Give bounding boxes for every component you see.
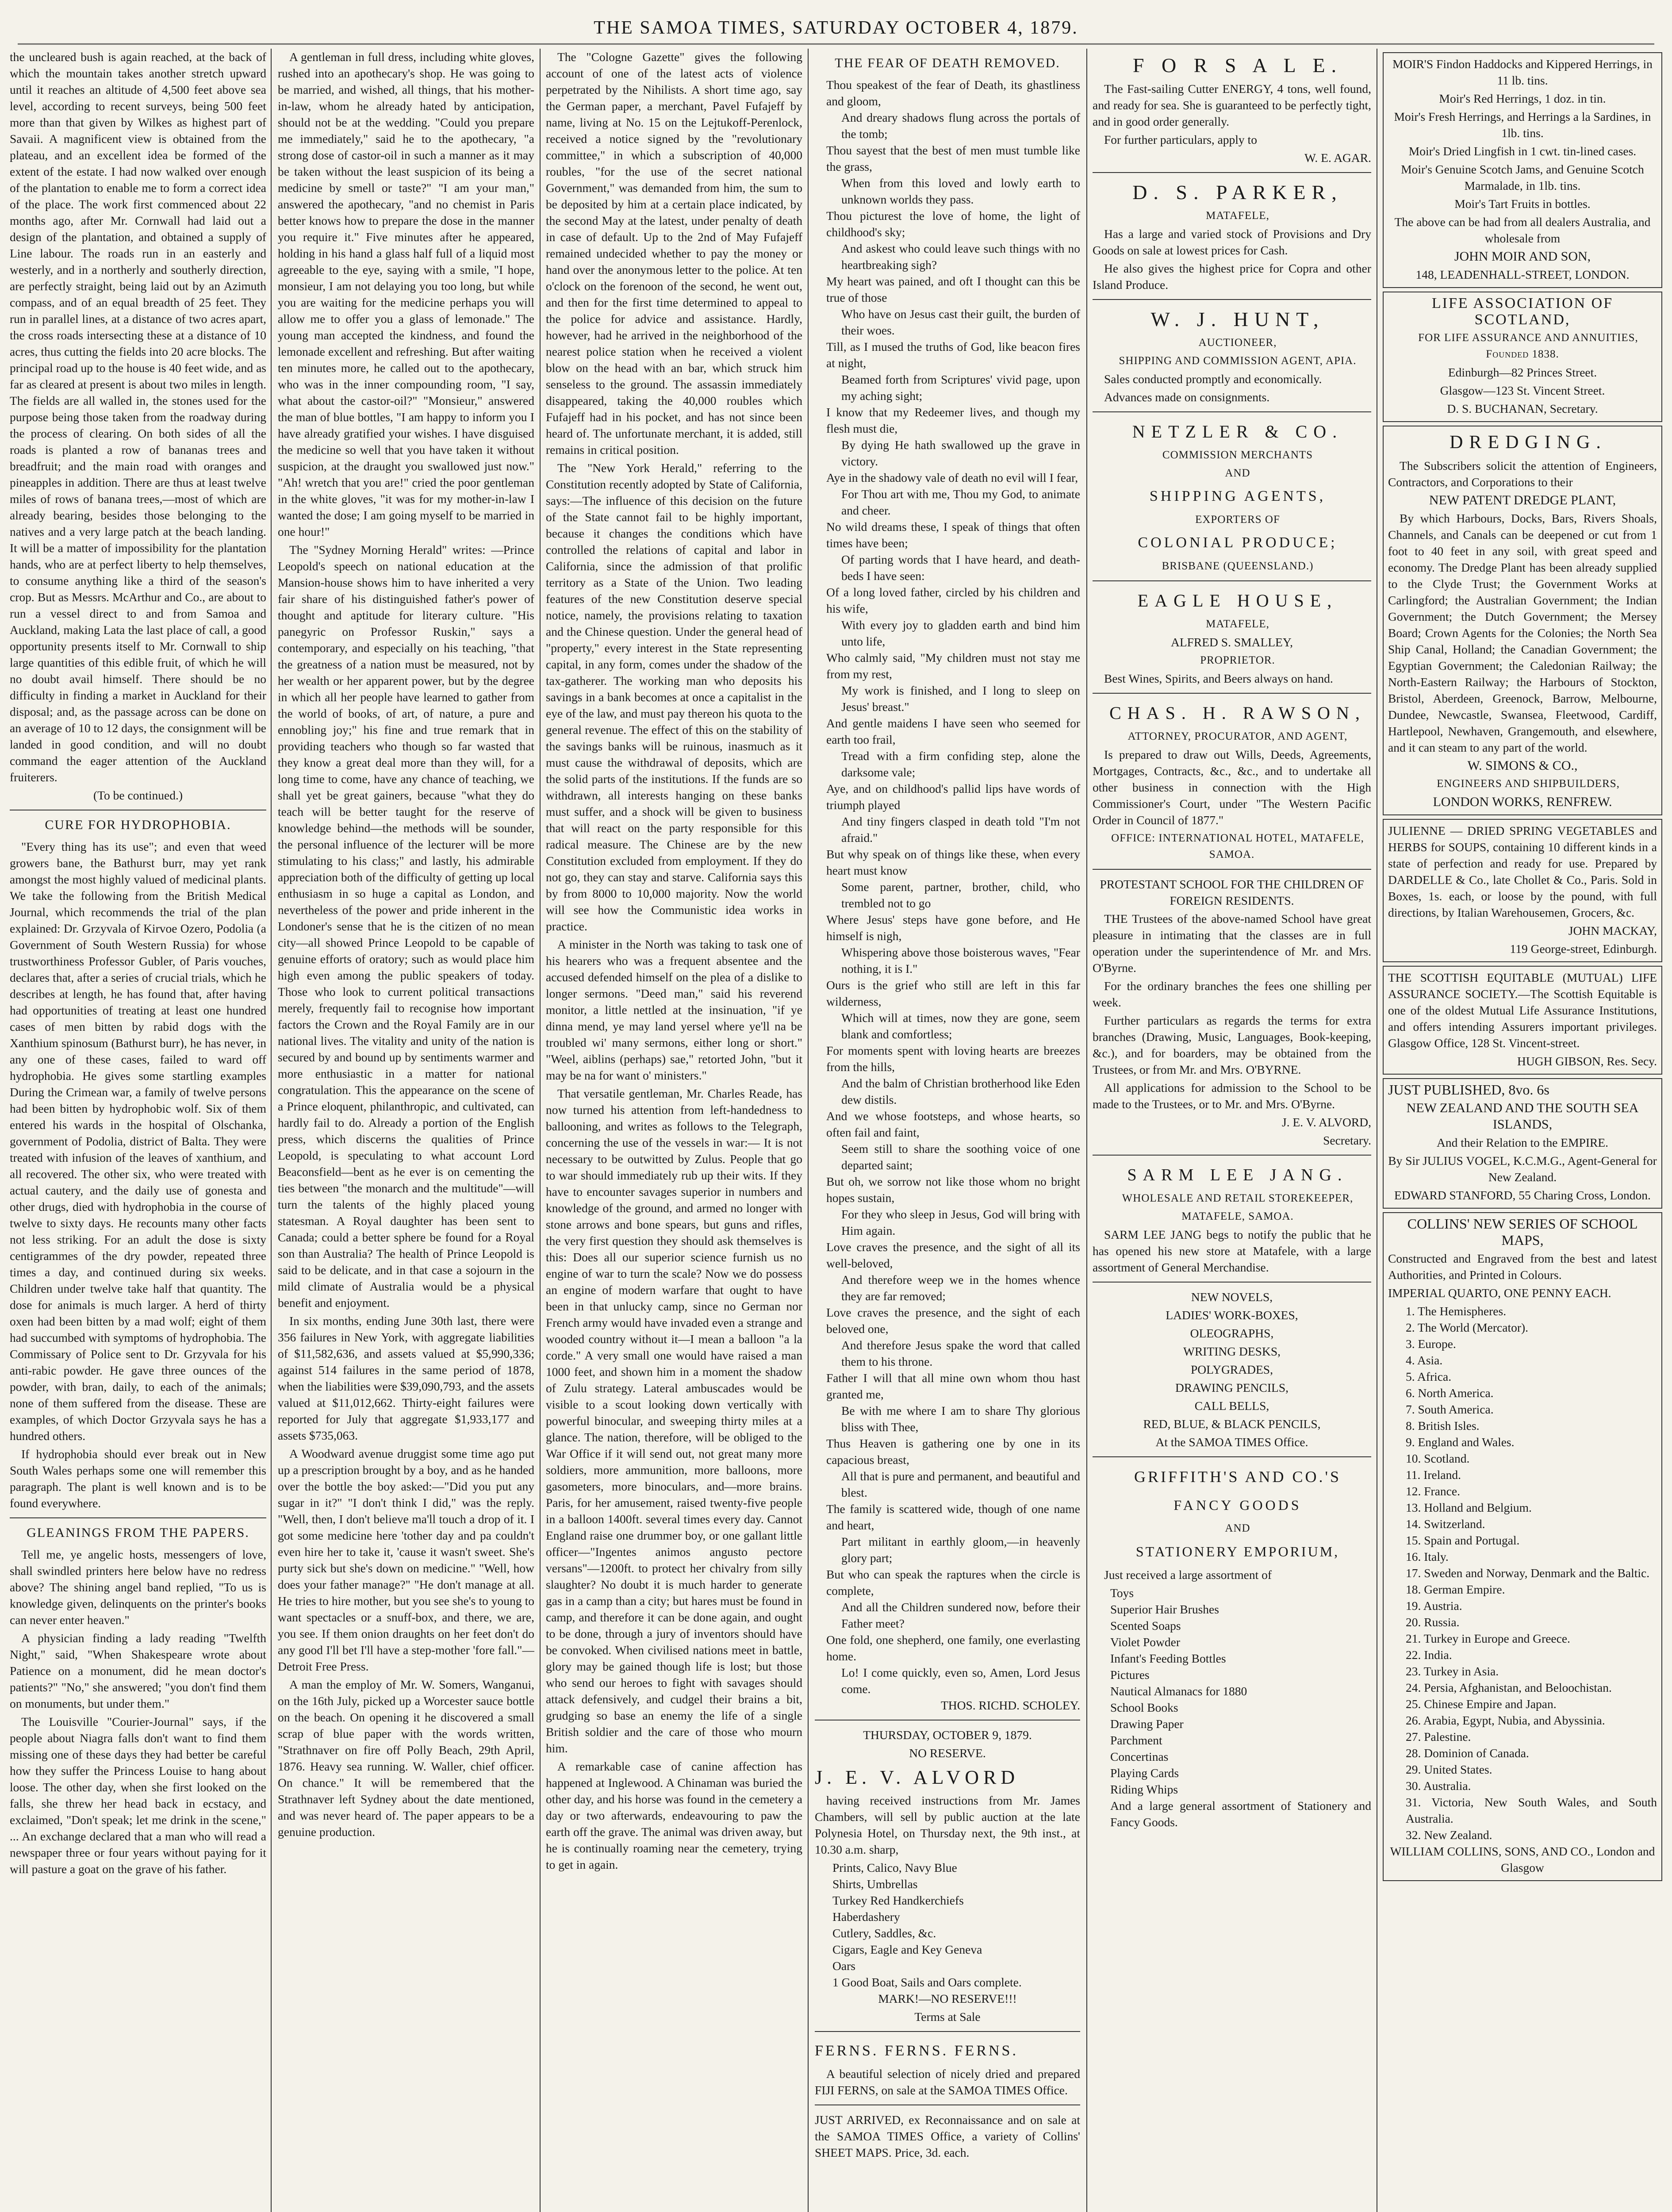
netzler-and: AND [1225,467,1250,479]
divider [1093,1282,1371,1283]
divider [1093,1456,1371,1457]
article-hydrophobia-text: "Every thing has its use"; and even that weed growers bane, the Bathurst burr, may yet rank amongst the most highly valued of medicinal plants. We take the following from the British Medical Journal, which recommends the trial of the plan explained: Dr. Grzyvala of Kirvoe Ozero, Podolia (a Government of South Western Russia) for whose trustworthiness Professor Gubler, of Paris vouches, declares that, after a series of crucial trials, which he describes at length, he has found that, after having had opportunities of treating at least one hundred cases of men bitten by rabid dogs with the Xanthium spinosum (Bathurst burr), he has never, in any one of these cases, failed to ward off hydrophobia. He gives some startling examples During the Crimean war, a family of twelve persons had been bitten by hydrophobic wolf. Six of them entered his wards in the hospital of Olschanka, government of Podolia, district of Balta. They were treated with infusion of the leaves of xanthium, and all recovered. The other six, who were treated with actual cautery, and the daily use of gonesta and other drugs, died with hydrophobia in the course of twelve to sixty days. He recounts many other facts not less striking. For an adult the dose is sixty centigrammes of the dry powder, repeated three times a day, and continued during six weeks. Children under twelve take half that quantity. The dose for animals is much larger. A herd of thirty oxen had been bitten by a mad wolf; eight of them had succumbed with symptoms of hydrophobia. The Commissary of Police sent to Dr. Grzyvala for his anti-rabic powder. He gave three ounces of the powder, with bran, daily, to each of the animals; none of them suffered from the disease. These are examples, of which Doctor Grzyvala says he has a hundred others. [10,840,266,1443]
published-by: By Sir JULIUS VOGEL, K.C.M.G., Agent-General for New Zealand. [1388,1154,1657,1184]
eagle-body: Best Wines, Spirits, and Beers always on hand. [1104,672,1333,685]
poem-line: Of parting words that I have heard, and death-beds I have seen: [841,553,1080,583]
collins-map-item: 28. Dominion of Canada. [1406,1746,1529,1760]
auction-item: Cigars, Eagle and Key Geneva [832,1943,982,1956]
dredging-text: The Subscribers solicit the attention of Engineers, Contractors, and Corporations to their [1388,459,1657,489]
moir-item: Moir's Red Herrings, 1 doz. in tin. [1439,92,1606,105]
poem-line: And gentle maidens I have seen who seemed for earth too frail, [826,716,1080,746]
divider [1093,869,1371,870]
simons-address: LONDON WORKS, RENFREW. [1433,795,1612,809]
collins-map-item: 15. Spain and Portugal. [1406,1533,1520,1547]
netzler-exporters: EXPORTERS OF [1195,514,1280,526]
school-signature-title: Secretary. [1323,1133,1371,1147]
poem-line: Seem still to share the soothing voice of one departed saint; [841,1142,1080,1172]
collins-map-item: 29. United States. [1406,1763,1492,1776]
auction-item: Oars [832,1959,855,1973]
poem-line: And therefore weep we in the homes whence they are far removed; [841,1273,1080,1303]
novels-item: OLEOGRAPHS, [1190,1326,1274,1340]
griffith-fancy: FANCY GOODS [1173,1497,1302,1513]
auction-ad [815,1765,1080,2025]
life-signature: D. S. BUCHANAN, Secretary. [1447,402,1598,415]
griffith-item: Riding Whips [1110,1782,1178,1796]
poem-line: Part militant in earthly gloom,—in heavenly glory part; [841,1535,1080,1565]
poem-line: Be with me where I am to share Thy glorious bliss with Thee, [841,1404,1080,1434]
poem-title: THE FEAR OF DEATH REMOVED. [835,56,1060,70]
ferns-head: FERNS. FERNS. FERNS. [815,2043,1018,2059]
hunt-sub: SHIPPING AND COMMISSION AGENT, APIA. [1119,355,1357,367]
poem-line: Thou speakest of the fear of Death, its ghastliness and gloom, [826,78,1080,108]
hunt-body: Advances made on consignments. [1104,390,1270,404]
school-text: THE Trustees of the above-named School have great pleasure in intimating that the classes are in full operation under the superintendence of Mr. and Mrs. O'Byrne. [1093,912,1371,975]
rawson-head: CHAS. H. RAWSON, [1109,703,1366,723]
collins-map-item: 23. Turkey in Asia. [1406,1664,1499,1678]
auction-item: Prints, Calico, Navy Blue [832,1861,957,1874]
poem-line: One fold, one shepherd, one family, one everlasting home. [826,1633,1080,1663]
novels-item: DRAWING PENCILS, [1175,1381,1289,1394]
poem-line: And askest who could leave such things with no heartbreaking sigh? [841,242,1080,272]
eagle-house-ad [1093,588,1371,687]
school-signature: J. E. V. ALVORD, [1282,1115,1371,1129]
eagle-head: EAGLE HOUSE, [1137,591,1338,611]
parker-head: D. S. PARKER, [1132,181,1343,204]
column-rule [808,49,809,2212]
gleaning-item: A man the employ of Mr. W. Somers, Wanganui, on the 16th July, picked up a Worcester sauce bottle on the beach. On opening it he discovered a small scrap of blue paper with the words written, "Strathnaver on fire off Polly Beach, 29th April, 1876. Heavy sea running. W. Waller, chief officer. On chance." It will be remembered that the Strathnaver left Sydney about the date mentioned, and was never heard of. The paper appears to be a genuine production. [278,1678,534,1839]
sarm-body: SARM LEE JANG begs to notify the public that he has opened his new store at Matafele, with a large assortment of General Merchandise. [1093,1228,1371,1274]
gleaning-item: Tell me, ye angelic hosts, messengers of love, shall swindled printers here below have no redress above? The shining angel band replied, "To us is knowledge given, delinquents on the printer's books can never enter heaven." [10,1548,266,1627]
parker-ad [1093,179,1371,293]
auction-item: Haberdashery [832,1910,900,1924]
griffith-item: And a large general assortment of Stationery and Fancy Goods. [1110,1799,1371,1829]
headline-gleanings: GLEANINGS FROM THE PAPERS. [27,1525,249,1540]
divider [1093,580,1371,581]
griffith-item: Superior Hair Brushes [1110,1602,1219,1616]
collins-map-item: 24. Persia, Afghanistan, and Beloochistan. [1406,1681,1612,1694]
netzler-shipping: SHIPPING AGENTS, [1149,488,1326,504]
griffith-stationery: STATIONERY EMPORIUM, [1135,1544,1340,1559]
dredging-head: DREDGING. [1450,432,1607,453]
parker-body: Has a large and varied stock of Provisions and Dry Goods on sale at lowest prices for Cash. [1093,227,1371,257]
published-title: NEW ZEALAND AND THE SOUTH SEA ISLANDS, [1406,1101,1639,1132]
poem-line: The family is scattered wide, though of one name and heart, [826,1502,1080,1532]
moir-item: Moir's Fresh Herrings, and Herrings a la Sardines, in 1lb. tins. [1394,110,1651,140]
collins-map-item: 10. Scotland. [1406,1452,1470,1465]
auction-items [815,1859,1080,1990]
griffith-head: GRIFFITH'S AND CO.'S [1134,1468,1342,1486]
rawson-sub: ATTORNEY, PROCURATOR, AND AGENT, [1127,730,1348,742]
hunt-sub: AUCTIONEER, [1198,337,1277,349]
netzler-sub: COMMISSION MERCHANTS [1162,449,1313,461]
collins-map-item: 3. Europe. [1406,1337,1456,1351]
for-sale-apply: For further particulars, apply to [1104,133,1257,146]
poem-line: By dying He hath swallowed up the grave in victory. [841,438,1080,468]
auction-item: Shirts, Umbrellas [832,1877,918,1891]
poem-line: When from this loved and lowly earth to unknown worlds they pass. [841,176,1080,206]
parker-body: He also gives the highest price for Copra and other Island Produce. [1093,261,1371,292]
poem-line: And therefore Jesus spake the word that called them to his throne. [841,1338,1080,1368]
column-rule [540,49,541,2212]
poem-line: Thus Heaven is gathering one by one in its capacious breast, [826,1436,1080,1467]
collins-map-item: 18. German Empire. [1406,1582,1505,1596]
julienne-signature: JOHN MACKAY, [1568,924,1657,937]
life-association-ad [1383,292,1662,422]
life-address: Glasgow—123 St. Vincent Street. [1440,384,1605,397]
poem-author: THOS. RICHD. SCHOLEY. [940,1698,1080,1712]
collins-publisher: WILLIAM COLLINS, SONS, AND CO., London and Glasgow [1390,1844,1655,1874]
griffith-item: Violet Powder [1110,1635,1180,1649]
poem-line: But who can speak the raptures when the circle is complete, [826,1567,1080,1598]
moir-items [1388,56,1657,212]
published-sub: And their Relation to the EMPIRE. [1436,1136,1608,1149]
sarm-head: SARM LEE JANG. [1127,1166,1348,1184]
rawson-ad [1093,700,1371,863]
gleaning-item: The "Cologne Gazette" gives the following account of one of the latest acts of violence perpetrated by the Nihilists. A short time ago, say the German paper, a merchant, Pavel Fufajeff by name, living at No. 15 on the Lejtukoff-Perenlock, received a notice signed by the "revolutionary committee," in which a subscription of 40,000 roubles, "for the use of the secret national Government," was demanded from him, the sum to be deposited by him at a certain place indicated, by the second May at the latest, under penalty of death in case of default. Up to the 2nd of May Fufajeff remained undecided whether to pay the money or hand over the anonymous letter to the police. At ten o'clock on the forenoon of the second, he went out, and then for the first time determined to appeal to the police for advice and assistance. Hardly, however, had he arrived in the neighborhood of the nearest police station when he received a violent blow on the head with an bar, which struck him senseless to the ground. The assassin immediately disappeared, taking the 40,000 roubles which Fufajeff had in his pocket, and has not since been heard of. The unfortunate merchant, it is added, still remains in critical position. [546,50,802,457]
griffith-and: AND [1225,1522,1250,1534]
griffith-items [1093,1585,1371,1830]
netzler-ad [1093,419,1371,574]
griffith-item: Concertinas [1110,1750,1169,1763]
auction-item: 1 Good Boat, Sails and Oars complete. [832,1975,1022,1989]
collins-map-item: 22. India. [1406,1648,1452,1662]
collins-map-item: 14. Switzerland. [1406,1517,1485,1531]
poem-line: For they who sleep in Jesus, God will bring with Him again. [841,1207,1080,1237]
column-6 [1383,49,1662,2212]
gleaning-item: The "Sydney Morning Herald" writes: —Prince Leopold's speech on national education at the Mansion-house shows him to have inherited a very fair share of his distinguished father's power of thought and aptitude for literary culture. "His panegyric on Professor Ruskin," says a contemporary, and especially on his teaching, "that the greatness of a nation must be measured, not by her wealth or her apparent power, but by the degree in which all her people have learned to gather from the world of books, of art, of nature, a pure and ennobling joy;" his fine and true remark that in providing teachers who though so far wasted that they know a great deal more than they will, for a long time to come, have any chance of teaching, we shall yet be great gainers, because "what they do teach will be better taught for the reserve of knowledge behind—the methods will be sounder, the personal influence of the lecturer will be more stimulating to his class;" and lastly, his admirable appreciation both of the difficulty of getting up local enthusiasm in so huge a capital as London, and nevertheless of the power and pride inherent in the Londoner's sense that he is the citizen of no mean city—all showed Prince Leopold to be capable of genuine efforts of oratory; such as would place him high even among the public speakers of today. Those who look to current political transactions merely, frequently fail to recognise how important factors the Crown and the Royal Family are in our national lives. The vitality and unity of the nation is secured by and bound up by sentiments warmer and more enthusiastic in a matter for national congratulation. This the appearance on the scene of a Prince eloquent, philanthropic, and cultivated, can hardly fail to do. Already a portion of the English press, which discerns the qualities of Prince Leopold, is speculating to what account Lord Beaconsfield—bent as he ever is on cementing the ties between "the monarch and the multitude"—will turn the talents of the highly placed young statesman. A Royal daughter has been sent to Canada; could a better sphere be found for a Royal son than Australia? The health of Prince Leopold is said to be delicate, and in that case a sojourn in the mild climate of Australia would be a physical benefit and enjoyment. [278,543,534,1310]
moir-item: Moir's Dried Lingfish in 1 cwt. tin-lined cases. [1408,144,1637,158]
poem-line: And tiny fingers clasped in death told "I'm not afraid." [841,814,1080,845]
divider [1093,693,1371,694]
griffith-item: Pictures [1110,1668,1150,1682]
for-sale-ad [1093,52,1371,166]
poem-line: With every joy to gladden earth and bind him unto life, [841,618,1080,648]
continued-note: (To be continued.) [93,788,183,802]
divider [815,2031,1080,2032]
poem-line: No wild dreams these, I speak of things that often times have been; [826,520,1080,550]
column-rule [1086,49,1087,2212]
julienne-ad [1383,819,1662,962]
griffith-item: Infant's Feeding Bottles [1110,1651,1226,1665]
divider [10,1517,266,1518]
moir-item: Moir's Genuine Scotch Jams, and Genuine Scotch Marmalade, in 1lb. tins. [1401,162,1644,192]
column-rule [271,49,272,2212]
collins-head: COLLINS' NEW SERIES OF SCHOOL MAPS, [1407,1216,1638,1248]
published-publisher: EDWARD STANFORD, 55 Charing Cross, London. [1394,1188,1651,1202]
collins-map-item: 6. North America. [1406,1386,1494,1400]
collins-map-item: 19. Austria. [1406,1599,1462,1613]
poem-line: Who have on Jesus cast their guilt, the burden of their woes. [841,307,1080,337]
poem-line: For Thou art with me, Thou my God, to animate and cheer. [841,487,1080,517]
eagle-place: MATAFELE, [1206,618,1269,630]
poem-line: Aye in the shadowy vale of death no evil will I fear, [826,471,1078,484]
auction-no-reserve: NO RESERVE. [909,1746,986,1760]
poem-line: Beamed forth from Scriptures' vivid page, upon my aching sight; [841,373,1080,403]
collins-map-item: 21. Turkey in Europe and Greece. [1406,1632,1570,1645]
netzler-brisbane: BRISBANE (QUEENSLAND.) [1162,560,1314,572]
simons-name: W. SIMONS & CO., [1467,758,1578,773]
novels-list [1093,1289,1371,1432]
headline-hydrophobia: CURE FOR HYDROPHOBIA. [45,818,231,832]
poem-line: Aye, and on childhood's pallid lips have words of triumph played [826,782,1080,812]
for-sale-head: F O R S A L E. [1132,54,1343,77]
hunt-ad [1093,306,1371,405]
poem-line: But why speak on of things like these, when every heart must know [826,847,1080,877]
poem-line: Some parent, partner, brother, child, who trembled not to go [841,880,1080,910]
collins-map-item: 17. Sweden and Norway, Denmark and the Baltic. [1406,1566,1650,1580]
collins-map-item: 27. Palestine. [1406,1730,1471,1743]
auction-mark: MARK!—NO RESERVE!!! [878,1992,1017,2005]
collins-map-item: 2. The World (Mercator). [1406,1321,1529,1334]
divider [1093,172,1371,173]
moir-address: 148, LEADENHALL-STREET, LONDON. [1415,268,1630,281]
sarm-place: MATAFELE, SAMOA. [1181,1210,1294,1222]
moir-item: MOIR'S Findon Haddocks and Kippered Herrings, in 11 lb. tins. [1392,57,1653,87]
poem-line: For moments spent with loving hearts are breezes from the hills, [826,1044,1080,1074]
griffith-item: Toys [1110,1586,1134,1600]
auction-item: Cutlery, Saddles, &c. [832,1926,936,1940]
moir-name: JOHN MOIR AND SON, [1454,249,1591,264]
collins-sub2: IMPERIAL QUARTO, ONE PENNY EACH. [1388,1286,1611,1300]
novels-item: CALL BELLS, [1194,1399,1269,1413]
school-head: PROTESTANT SCHOOL FOR THE CHILDREN OF FOREIGN RESIDENTS. [1100,877,1364,907]
poem-line: Love craves the presence, and the sight of all its well-beloved, [826,1240,1080,1270]
school-ad [1093,876,1371,1148]
simons-sub: ENGINEERS AND SHIPBUILDERS, [1437,778,1620,790]
collins-sub: Constructed and Engraved from the best and latest Authorities, and Printed in Colours. [1388,1252,1657,1282]
poem-line: Lo! I come quickly, even so, Amen, Lord Jesus come. [841,1666,1080,1696]
collins-map-item: 11. Ireland. [1406,1468,1461,1482]
life-address: Edinburgh—82 Princes Street. [1448,365,1597,379]
for-sale-signature: W. E. AGAR. [1304,151,1371,165]
scottish-body: THE SCOTTISH EQUITABLE (MUTUAL) LIFE ASSURANCE SOCIETY.—The Scottish Equitable is one of the oldest Mutual Life Assurance Institutions, and offers intending Assurers important privileges. Glasgow Office, 128 St. Vincent-street. [1388,971,1657,1050]
column-1 [10,49,266,2212]
griffith-item: School Books [1110,1701,1178,1714]
poem-line: And all the Children sundered now, before their Father meet? [841,1600,1080,1630]
poem-line: Love craves the presence, and the sight of each beloved one, [826,1306,1080,1336]
published-head: JUST PUBLISHED, 8vo. 6s [1388,1082,1549,1098]
moir-ad [1383,52,1662,288]
auction-date: THURSDAY, OCTOBER 9, 1879. [863,1728,1032,1742]
gleaning-item: A physician finding a lady reading "Twelfth Night," said, "When Shakespeare wrote about Patience on a monument, did he mean doctor's patients?" "No," she answered; "you don't find them on monuments, but under them." [10,1631,266,1710]
netzler-colonial: COLONIAL PRODUCE; [1138,534,1338,551]
novels-item: POLYGRADES, [1191,1363,1273,1376]
article-plantation-text: the uncleared bush is again reached, at the back of which the mountain takes another stretch upward until it reaches an altitude of 4,500 feet above sea level, according to recent surveys, being 500 feet more than that given by Wilkes as highest part of Savaii. A magnificent view is obtained from the plateau, and an excellent idea be formed of the extent of the estate. I had now walked over enough of the plantation to enable me to form a correct idea of the place. The work first commenced about 22 months ago, after Mr. Cornwall had laid out a design of the plantation, and obtained a supply of Line labour. The roads run in an easterly and westerly, and in a northerly and southerly direction, are perfectly straight, being laid out by an Azimuth compass, and of an equal breadth of 25 feet. They run in parallel lines, at a distance of two acres apart, the cross roads intersecting these at a distance of 10 acres, thus cutting the fields into 20 acre blocks. The principal road up to the house is 40 feet wide, and as far as cleared at present is about two miles in length. The fields are all walled in, the stones used for the purpose being those taken from the roadway during the process of clearing. On both sides of all the roads is planted a row of bananas trees and breadfruit; and the main road with oranges and pineapples in addition. There are thus at least twelve miles of rows of banana trees,—most of which are already bearing, besides those belonging to the natives and a very large patch at the beach landing. It will be a matter of impossibility for the plantation hands, who are at perfect liberty to help themselves, to consume anything like a third of the season's crop. But as Messrs. McArthur and Co., are about to run a vessel direct to and from Samoa and Auckland, making Lata the last place of call, a good opportunity presents itself to Mr. Cornwall to ship large quantities of this edible fruit, of which he will no doubt avail himself. There should be no difficulty in finding a market in Auckland for their disposal; and, as the passage across can be done on an average of 10 to 12 days, the consignment will be landed in good condition, and will no doubt command the eager attention of the Auckland fruiterers. [10,50,266,784]
school-text: Further particulars as regards the terms for extra branches (Drawing, Music, Languages, Book-keeping, &c.), and for boarders, may be obtained from the Trustees, or from Mr. and Mrs. O'BYRNE. [1093,1014,1371,1076]
life-head: LIFE ASSOCIATION OF SCOTLAND, [1431,295,1614,328]
collins-map-item: 20. Russia. [1406,1615,1460,1629]
poem-line: Father I will that all mine own whom thou hast granted me, [826,1371,1080,1401]
column-5 [1093,49,1371,2212]
griffith-item: Playing Cards [1110,1766,1179,1780]
gleaning-item: A minister in the North was taking to task one of his hearers who was a frequent absentee and the accused defended himself on the plea of a dislike to longer sermons. "Deed man," said his reverend monitor, a little nettled at the insinuation, "if ye dinna mend, ye may land yersel where ye'll na be troubled wi' many sermons, either long or short." "Weel, aiblins (perhaps) sae," retorted John, "but it may be na for want o' ministers." [546,937,802,1082]
collins-maps-ad [1383,1212,1662,1881]
ferns-ad [815,2038,1080,2098]
ferns-body: A beautiful selection of nicely dried and prepared FIJI FERNS, on sale at the SAMOA TIMES Office. [815,2067,1080,2097]
collins-map-item: 13. Holland and Belgium. [1406,1501,1532,1514]
poem-line: But oh, we sorrow not like those whom no bright hopes sustain, [826,1175,1080,1205]
novels-item: LADIES' WORK-BOXES, [1166,1308,1298,1322]
collins-map-item: 9. England and Wales. [1406,1435,1515,1449]
collins-map-item: 7. South America. [1406,1402,1494,1416]
dredging-ad [1383,426,1662,815]
poem-line: All that is pure and permanent, and beautiful and blest. [841,1469,1080,1499]
masthead: THE SAMOA TIMES, SATURDAY OCTOBER 4, 1879. [18,12,1654,45]
gleaning-item: A Woodward avenue druggist some time ago put up a prescription brought by a boy, and as he handed over the bottle the boy asked:—"Did you put any sugar in it?" "I don't think I did," was the reply. "Well, then, I don't believe ma'll touch a drop of it. I got some medicine here 'tother day and pa couldn't even hire her to take it, 'cause it wasn't sweet. She's purty sick but she's down on medicine." "Well, how does your father manage?" "He don't manage at all. He tries to hire mother, but you see she's to young to want spectacles or a snuff-box, and there, we are, you see. If them onion draughts on her feet don't do any good I'll bet I'll have a step-mother 'fore fall."—Detroit Free Press. [278,1447,534,1673]
moir-note: The above can be had from all dealers Australia, and wholesale from [1394,215,1651,245]
gleaning-item: That versatile gentleman, Mr. Charles Reade, has now turned his attention from left-handedness to ballooning, and writes as follows to the Telegraph, concerning the use of the vessels in war:— It is not necessary to be outwitted by Zulus. People that go to war should immediately rub up their wits. If they have to encounter savages superior in numbers and knowledge of the ground, and armed no longer with stone arrows and bone spears, but guns and rifles, the very first question they should ask themselves is this: Does all our superior science furnish us no engine of war to turn the scale? Now we do possess an engine of modern warfare that ought to have been in that unlucky camp, since no German nor French army would have invaded even a strange and wooded country without it—I mean a balloon "a la corde." A very small one would have raised a man 1000 feet, and shown him in a moment the shadow of Zulu strategy. Lateral ambuscades would be visible to a scout looking down vertically with powerful binocular, and sweeping thirty miles at a glance. The nation, therefore, will be obliged to the War Office if it will send out, not great many more soldiers, more ammunition, more balloons, more gasometers, more binoculars, and—more brains. Paris, for her amusement, raised twenty-five people in a balloon 1400ft. several times every day. Cannot England raise one drummer boy, or one gallant little officer—"Ingentes animos angusto pectore versans"—1200ft. to protect her chivalry from silly slaughter? No doubt it is much harder to generate gas in a camp than a city; but hares must be found in camp, and therefore it can be done again, and ought to be done, through a jury of inventors should have be convoked. When civilised nations meet in battle, glory may be gained though life is lost; but those who send our heroes to fight with savages should attack defensively, and cudgel their brains a bit, grudging so base an enemy the life of a single British soldier and the care of those who mourn him. [546,1087,802,1755]
school-text: For the ordinary branches the fees one shilling per week. [1093,979,1371,1009]
auction-item: Turkey Red Handkerchiefs [832,1893,964,1907]
auction-body: having received instructions from Mr. James Chambers, will sell by public auction at the late Polynesia Hotel, on Thursday next, the 9th inst., at 10.30 a.m. sharp, [815,1793,1080,1856]
griffith-received: Just received a large assortment of [1104,1568,1272,1582]
just-published-ad [1383,1078,1662,1209]
sarm-lee-jang-ad [1093,1162,1371,1275]
collins-map-item: 12. France. [1406,1484,1460,1498]
griffith-item: Drawing Paper [1110,1717,1184,1731]
collins-map-item: 4. Asia. [1406,1353,1443,1367]
collins-map-item: 31. Victoria, New South Wales, and South Australia. [1406,1795,1657,1825]
collins-map-item: 32. New Zealand. [1406,1828,1492,1842]
poem-line: Whispering above those boisterous waves, "Fear nothing, it is I." [841,945,1080,975]
novels-ad [1093,1289,1371,1450]
novels-item: RED, BLUE, & BLACK PENCILS, [1143,1417,1321,1431]
poem-line: Ours is the grief who still are left in this far wilderness, [826,978,1080,1008]
life-sub: FOR LIFE ASSURANCE AND ANNUITIES, Founded 1838. [1418,332,1638,360]
article-hydrophobia-text: If hydrophobia should ever break out in New South Wales perhaps some one will remember this paragraph. The plant is well known and is to be found everywhere. [10,1447,266,1510]
poem-line: My work is finished, and I long to sleep on Jesus' breast." [841,684,1080,714]
divider [1093,299,1371,300]
column-2 [278,49,534,2212]
eagle-name: ALFRED S. SMALLEY, [1170,635,1293,649]
parker-place: MATAFELE, [1206,210,1269,222]
just-arrived-ad: JUST ARRIVED, ex Reconnaissance and on sale at the SAMOA TIMES Office, a variety of Collins' SHEET MAPS. Price, 3d. each. [815,2113,1080,2159]
hunt-body: Sales conducted promptly and economically. [1104,372,1322,386]
netzler-head: NETZLER & CO. [1132,422,1343,442]
collins-map-item: 8. British Isles. [1406,1419,1480,1432]
novels-item: WRITING DESKS, [1183,1344,1281,1358]
griffith-item: Parchment [1110,1733,1162,1747]
novels-at: At the SAMOA TIMES Office. [1155,1435,1308,1449]
gleaning-item: The Louisville "Courier-Journal" says, if the people about Niagra falls don't want to find them missing one of these days they had better be careful how they suffer the Princess Louise to hang about loose. The other day, when she first looked on the falls, she threw her head back in ecstacy, and exclaimed, "Don't speak; let me drink in the scene," ... An exchange declared that a man who will read a newspaper three or four years without paying for it will pasture a goat on the grave of his father. [10,1715,266,1876]
hunt-head: W. J. HUNT, [1150,308,1325,330]
divider [1093,411,1371,412]
collins-map-item: 26. Arabia, Egypt, Nubia, and Abyssinia. [1406,1713,1605,1727]
griffith-ad [1093,1463,1371,1830]
poem-line: Which will at times, now they are gone, seem blank and comfortless; [841,1011,1080,1041]
poem [815,77,1080,1697]
divider [815,2104,1080,2105]
julienne-body: JULIENNE — DRIED SPRING VEGETABLES and HERBS for SOUPS, containing 10 different kinds in a state of perfection and ready for use. Prepared by DARDELLE & Co., late Chollet & Co., Paris. Sold in Boxes, 1s. each, or loose by the pound, with full directions, by Italian Warehousemen, Grocers, &c. [1388,824,1657,919]
auction-terms: Terms at Sale [914,2010,981,2024]
collins-map-item: 16. Italy. [1406,1550,1449,1563]
dredging-text: By which Harbours, Docks, Bars, Rivers Shoals, Channels, and Canals can be deepened or cut from 1 foot to 40 feet in any soil, with great speed and economy. The Dredge Plant has been already supplied to the Clyde Trust; the Government Works at Carlingford; the Australian Government; the Indian Government; the Dutch Government; the Mersey Board; Crown Agents for the Colonies; the North Sea Ship Canal, Holland; the Canadian Government; the Egyptian Government; the Caledonian Railway; the North-Eastern Railway; the Harbours of Stockton, Bristol, Aberdeen, Greenock, Barrow, Melbourne, Dundee, Newcastle, Swansea, Fleetwood, Cardiff, Hartlepool, Newhaven, Grangemouth, and elsewhere, and it can steam to any part of the world. [1388,511,1657,754]
eagle-proprietor: PROPRIETOR. [1200,654,1275,666]
poem-line: And we whose footsteps, and whose hearts, so often fail and faint, [826,1109,1080,1139]
gleaning-item: The "New York Herald," referring to the Constitution recently adopted by State of California, says:—The influence of this decision on the future of the State cannot fail to be highly important, because it changes the conditions which have controlled the relations of capital and labor in California, since the admission of that prolific territory as a State of the Union. Two leading features of the new Constitution deserve special notice, namely, the provisions relating to taxation and the Chinese question. Under the general head of "property," every interest in the State representing capital, in any form, comes under the shadow of the tax-gatherer. The working man who deposits his savings in a bank becomes at once a capitalist in the eye of the law, and must pay thereon his quota to the general revenue. The effect of this on the stability of the savings banks will be ruinous, inasmuch as it must cause the withdrawal of deposits, which are the solid parts of the institutions. If the funds are so withdrawn, all interests hanging on these banks must suffer, and a shock will be given to business that will react on the party responsible for this radical measure. The Chinese are by the new Constitution excluded from employment. If they do not go, they can stay and starve. California says this by from 8000 to 10,000 majority. Now the world will see how the Communistic idea works in practice. [546,461,802,933]
julienne-address: 119 George-street, Edinburgh. [1510,942,1657,956]
rawson-office: OFFICE: INTERNATIONAL HOTEL, MATAFELE, SAMOA. [1111,832,1364,860]
poem-line: Thou sayest that the best of men must tumble like the grass, [826,143,1080,173]
collins-map-item: 30. Australia. [1406,1779,1471,1793]
novels-item: NEW NOVELS, [1191,1290,1273,1304]
scottish-equitable-ad [1383,966,1662,1075]
moir-item: Moir's Tart Fruits in bottles. [1454,197,1591,211]
auction-name: J. E. V. ALVORD [815,1767,1020,1788]
griffith-item: Nautical Almanacs for 1880 [1110,1684,1247,1698]
griffith-item: Scented Soaps [1110,1619,1181,1632]
poem-line: Thou picturest the love of home, the light of childhood's sky; [826,209,1080,239]
collins-map-item: 5. Africa. [1406,1370,1452,1383]
poem-line: My heart was pained, and oft I thought can this be true of those [826,274,1080,304]
gleaning-item: In six months, ending June 30th last, there were 356 failures in New York, with aggregate liabilities of $11,582,636, and assets valued at $5,990,336; against 514 failures in the same period of 1878, when the liabilities were $39,090,793, and the assets valued at $11,012,662. Thirty-eight failures were reported for July that aggregate $1,933,177 and assets $735,063. [278,1314,534,1442]
collins-map-item: 25. Chinese Empire and Japan. [1406,1697,1557,1711]
poem-line: And the balm of Christian brotherhood like Eden dew distils. [841,1076,1080,1106]
collins-map-item: 1. The Hemispheres. [1406,1304,1507,1318]
poem-line: Where Jesus' steps have gone before, and He himself is nigh, [826,913,1080,943]
poem-line: Tread with a firm confiding step, alone the darksome vale; [841,749,1080,779]
poem-line: I know that my Redeemer lives, and though my flesh must die, [826,405,1080,435]
poem-line: Till, as I mused the truths of God, like beacon fires at night, [826,340,1080,370]
divider [1093,1155,1371,1156]
gleaning-item: A remarkable case of canine affection has happened at Inglewood. A Chinaman was buried the other day, and his horse was found in the cemetery a day or two afterwards, endeavouring to paw the earth off the grave. The animal was driven away, but he is continually roaming near the cemetery, trying to get in again. [546,1759,802,1871]
gleaning-item: A gentleman in full dress, including white gloves, rushed into an apothecary's shop. He was going to be married, and wished, all things, that his mother-in-law, whom he already hated by anticipation, should not be at the wedding. "Could you prepare me immediately," said he to the apothecary, "a strong dose of castor-oil in such a manner as it may be taken without the least suspicion of its being a medicine by smell or taste?" "I am your man," answered the apothecary, "and no chemist in Paris better knows how to prepare the dose in the manner you require it." Five minutes after he appeared, holding in his hand a glass half full of a liquid most agreeable to the eye, saying with a smile, "I hope, monsieur, I am not delaying you too long, but while you are waiting for the medicine perhaps you will allow me to offer you a glass of lemonade." The young man accepted the kindness, and found the lemonade excellent and refreshing. But after waiting ten minutes more, he called out to the apothecary, who was in the inner compounding room, "I say, what about the castor-oil?" "Monsieur," answered the man of blue bottles, "I am happy to inform you I have already gratified your wishes. I have disguised the medicine so well that you have taken it without suspicion, at the draught you swallowed just now." "Ah! wretch that you are!" cried the poor gentleman in the white gloves, "it was for my mother-in-law I wanted the dose; I am going myself to be married in one hour!" [278,50,534,538]
poem-line: Who calmly said, "My children must not stay me from my rest, [826,651,1080,681]
poem-line: And dreary shadows flung across the portals of the tomb; [841,111,1080,141]
collins-maps [1388,1303,1657,1843]
sarm-sub: WHOLESALE AND RETAIL STOREKEEPER, [1122,1192,1354,1204]
poem-line: Of a long loved father, circled by his children and his wife, [826,585,1080,615]
column-3 [546,49,802,2212]
scottish-signature: HUGH GIBSON, Res. Secy. [1517,1054,1657,1068]
rawson-body: Is prepared to draw out Wills, Deeds, Agreements, Mortgages, Contracts, &c., &c., and to undertake all other business in connection with the High Commissioner's Court, under "The Western Pacific Order in Council of 1877." [1093,748,1371,827]
dredging-plant: NEW PATENT DREDGE PLANT, [1429,493,1616,507]
column-4 [815,49,1080,2212]
for-sale-body: The Fast-sailing Cutter ENERGY, 4 tons, well found, and ready for sea. She is guaranteed to be perfectly tight, and in good order generally. [1093,82,1371,128]
school-text: All applications for admission to the School to be made to the Trustees, or to Mr. and Mrs. O'Byrne. [1093,1081,1371,1111]
